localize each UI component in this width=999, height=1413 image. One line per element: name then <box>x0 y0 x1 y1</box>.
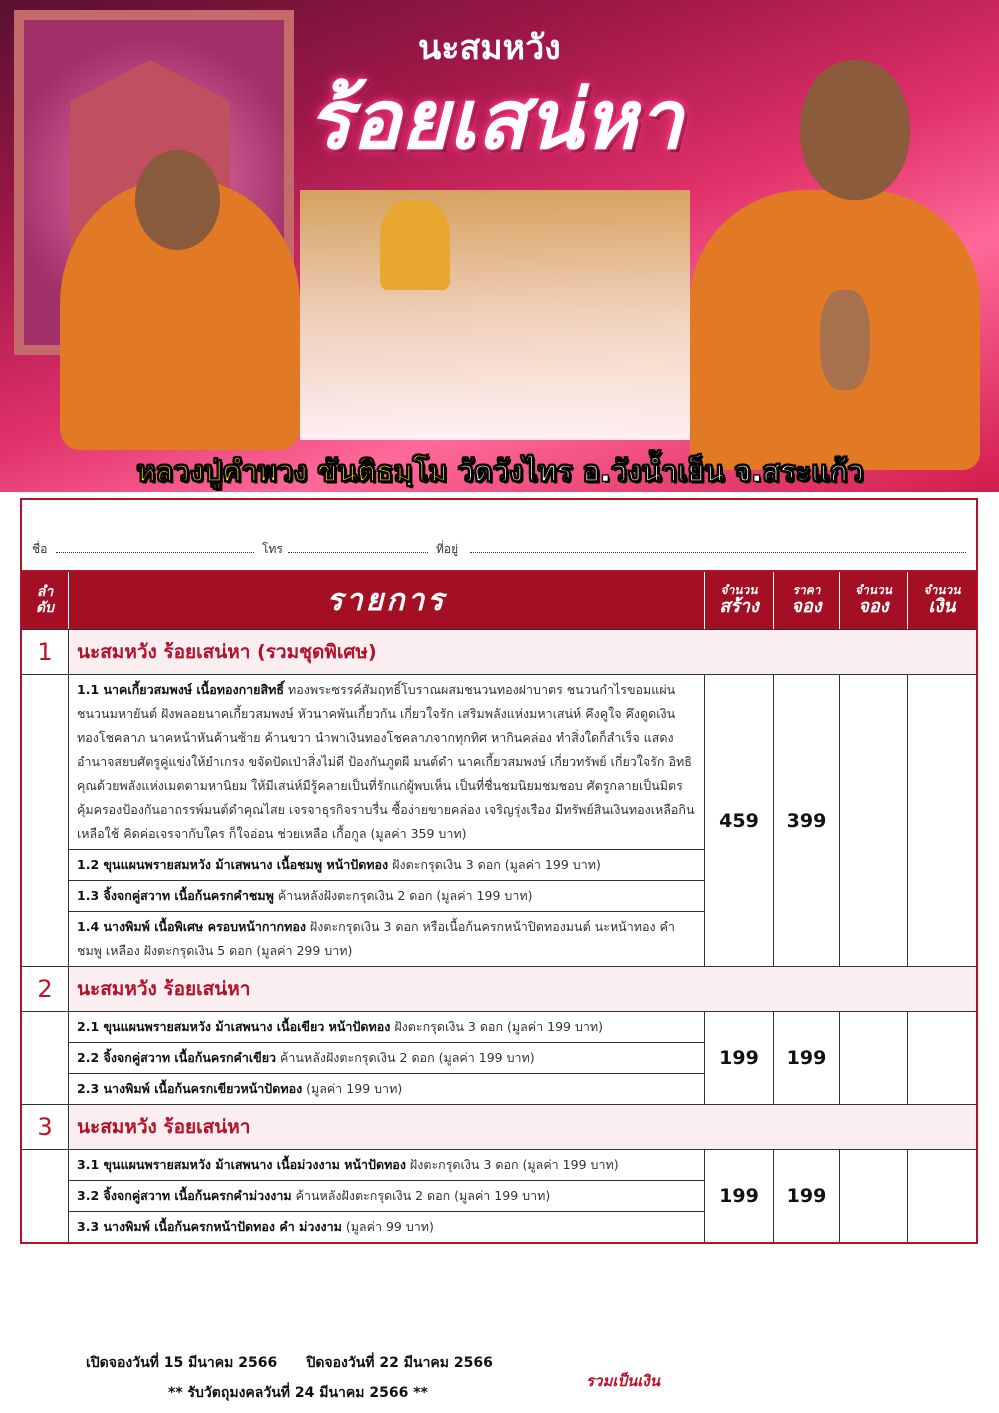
list-item: 1.3 จิ้งจกคู่สวาท เนื้อก้นครกคำชมพู ค้านหลังฝังตะกรุดเงิน 2 ดอก (มูลค่า 199 บาท) <box>69 881 704 912</box>
list-item: 3.2 จิ้งจกคู่สวาท เนื้อก้นครกคำม่วงงาม ค้านหลังฝังตะกรุดเงิน 2 ดอก (มูลค่า 199 บาท) <box>69 1181 704 1212</box>
qty-input[interactable] <box>840 1150 908 1242</box>
buddha-statue-image <box>380 200 450 290</box>
temple-location: วัดวังไทร อ.วังน้ำเย็น จ.สระแก้ว <box>457 454 864 488</box>
header-price: ราคา จอง <box>774 572 840 629</box>
open-date: เปิดจองวันที่ 15 มีนาคม 2566 <box>86 1355 278 1371</box>
section-title: นะสมหวัง ร้อยเสน่หา <box>69 967 976 1011</box>
list-item: 1.1 นาคเกี้ยวสมพงษ์ เนื้อทองกายสิทธิ์ ทองพระซรรค์สัมฤทธิ์โบราณผสมชนวนทองฝาบาตร ชนวนกำไรขอมแผ่นชนวนมหายันต์ ฝังพลอยนาคเกี้ยวสมพงษ์ หัวนาคพันเกี้ยวกัน เกี่ยวใจรัก เสริมพลังแห่งมหาเสน่ห์ คึงคูใจ คึงดูดเงินทองโชคลาภ นาคหน้าหันค้านซ้าย ค้านขวา นำพาเงินทองโชคลาภจากทุกทิศ หากินคล่อง ทำสิ่งใดก็สำเร็จ แสดงอำนาจสยบศัตรูคู่แข่งให้ยำเกรง ขจัดปัดเป่าสิ่งไม่ดี ป้องกันภูตผี มนต์ดำ นาคเกี้ยวสมพงษ์ เกี่ยวทรัพย์ เกี่ยวใจรัก อิทธิคุณด้วยพลังแห่งเมตตามหานิยม ให้มีเสน่ห์มีรู้คลายเป็นที่รักแก่ผู้พบเห็น เป็นที่ชื่นชมนิยมชมชอบ ศัตรูกลายเป็นมิตร คุ้มครองป้องกันอาถรรพ์มนต์ดำคุณไสย เจรจาธุรกิจราบรื่น ซื้อง่ายขายคล่อง เจริญรุ่งเรือง มีทรัพย์สินเงินทองเหลือกินเหลือใช้ คิดค่อเจรจากับใคร ก็ใจอ่อน ช่วยเหลือ เกื้อกูล (มูลค่า 359 บาท) <box>69 675 704 850</box>
header-banner <box>0 0 999 492</box>
header-items: รายการ <box>69 572 705 629</box>
header-order: ลำ ดับ <box>22 572 69 629</box>
banner-subtitle: นะสมหวัง <box>418 28 561 68</box>
section-1 <box>22 629 976 966</box>
amount-input[interactable] <box>908 1150 976 1242</box>
address-field[interactable] <box>470 544 966 553</box>
list-item: 2.3 นางพิมพ์ เนื้อก้นครกเขียวหน้าปัดทอง (มูลค่า 199 บาท) <box>77 1081 403 1096</box>
table-header <box>22 570 976 629</box>
made-count: 459 <box>705 675 774 966</box>
list-item: 1.2 ขุนแผนพรายสมหวัง ม้าเสพนาง เนื้อชมพู หน้าปัดทอง ฝังตะกรุดเงิน 3 ดอก (มูลค่า 199 บาท) <box>69 850 704 881</box>
name-field[interactable] <box>56 544 254 553</box>
customer-info-line <box>22 500 976 570</box>
phone-field[interactable] <box>288 544 428 553</box>
section-title: นะสมหวัง ร้อยเสน่หา <box>69 1105 976 1149</box>
qty-input[interactable] <box>840 1012 908 1104</box>
monk-name-line <box>60 448 940 492</box>
price: 199 <box>774 1012 840 1104</box>
price: 199 <box>774 1150 840 1242</box>
pickup-date: ** รับวัตถุมงคลวันที่ 24 มีนาคม 2566 ** <box>168 1385 428 1401</box>
header-qty: จำนวน จอง <box>840 572 908 629</box>
list-item: 3.1 ขุนแผนพรายสมหวัง ม้าเสพนาง เนื้อม่วงงาม หน้าปัดทอง ฝังตะกรุดเงิน 3 ดอก (มูลค่า 199 บาท) <box>69 1150 704 1181</box>
address-label: ที่อยู่ <box>436 542 459 556</box>
amount-input[interactable] <box>908 675 976 966</box>
monk-praying-image <box>690 60 980 470</box>
banner-title: ร้อยเสน่หา <box>307 73 683 168</box>
header-amount: จำนวน เงิน <box>923 583 961 618</box>
header-made: จำนวน สร้าง <box>705 572 774 629</box>
made-count: 199 <box>705 1150 774 1242</box>
monk-name: หลวงปู่คำพวง ขันติธมฺโม <box>136 454 448 488</box>
price: 399 <box>774 675 840 966</box>
temple-scene-image <box>300 190 690 440</box>
list-item: 1.4 นางพิมพ์ เนื้อพิเศษ ครอบหน้ากากทอง ฝังตะกรุดเงิน 3 ดอก หรือเนื้อก้นครกหน้าปิดทองมนต์ นะหน้าทอง คำ ชมพู เหลือง ฝังตะกรุดเงิน 5 ดอก (มูลค่า 299 บาท) <box>77 919 675 958</box>
section-3 <box>22 1104 976 1242</box>
section-title: นะสมหวัง ร้อยเสน่หา (รวมชุดพิเศษ) <box>69 630 976 674</box>
phone-label: โทร <box>262 542 283 556</box>
order-form <box>20 498 978 1244</box>
section-number: 2 <box>22 967 69 1011</box>
section-number: 3 <box>22 1105 69 1149</box>
total-label: รวมเป็นเงิน <box>586 1372 660 1390</box>
name-label: ชื่อ <box>32 542 48 556</box>
made-count: 199 <box>705 1012 774 1104</box>
close-date: ปิดจองวันที่ 22 มีนาคม 2566 <box>306 1355 493 1371</box>
list-item: 3.3 นางพิมพ์ เนื้อก้นครกหน้าปัดทอง คำ ม่วงงาม (มูลค่า 99 บาท) <box>77 1219 434 1234</box>
amount-input[interactable] <box>908 1012 976 1104</box>
monk-seated-image <box>60 180 300 450</box>
section-number: 1 <box>22 630 69 674</box>
list-item: 2.1 ขุนแผนพรายสมหวัง ม้าเสพนาง เนื้อเขียว หน้าปัดทอง ฝังตะกรุดเงิน 3 ดอก (มูลค่า 199 บาท) <box>69 1012 704 1043</box>
booking-dates <box>86 1352 493 1374</box>
list-item: 2.2 จิ้งจกคู่สวาท เนื้อก้นครกคำเขียว ค้านหลังฝังตะกรุดเงิน 2 ดอก (มูลค่า 199 บาท) <box>69 1043 704 1074</box>
qty-input[interactable] <box>840 675 908 966</box>
section-2 <box>22 966 976 1104</box>
